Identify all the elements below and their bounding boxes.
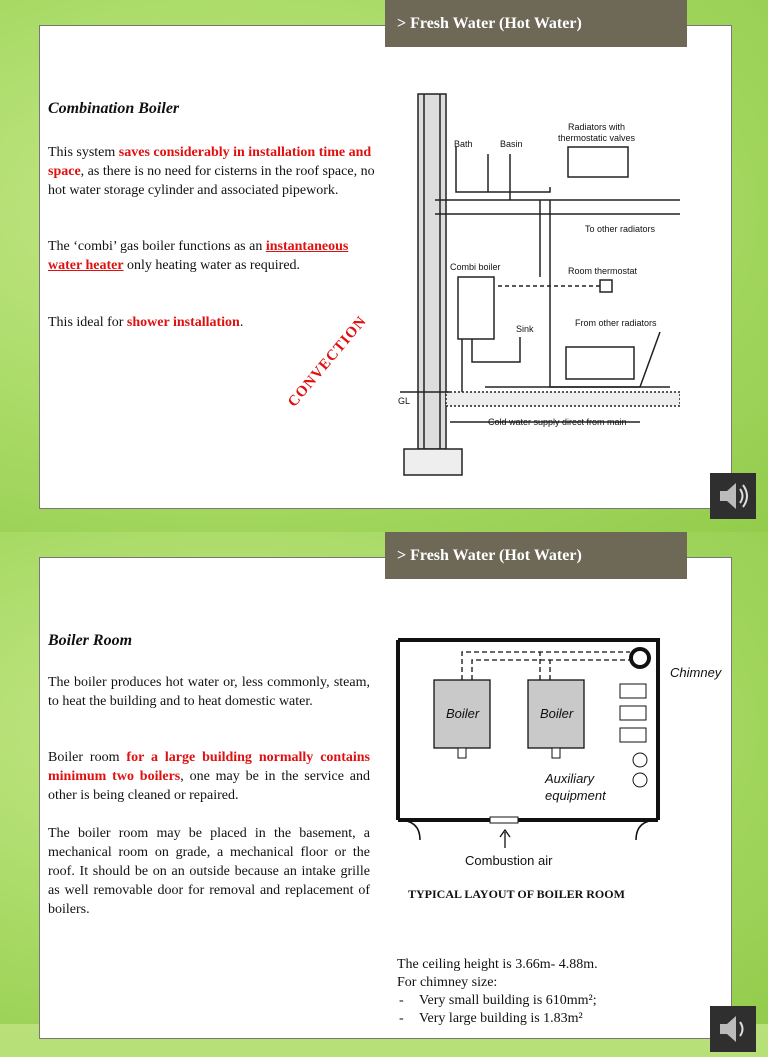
label-thermostatic-valves: thermostatic valves bbox=[558, 133, 636, 143]
speaker-icon-2[interactable] bbox=[710, 1006, 756, 1052]
label-boiler-2: Boiler bbox=[540, 706, 574, 721]
boiler-room-diagram bbox=[390, 630, 740, 920]
chimney-size-label: For chimney size: bbox=[397, 975, 498, 990]
speaker-icon[interactable] bbox=[710, 473, 756, 519]
slide1-banner: > Fresh Water (Hot Water) bbox=[385, 0, 687, 47]
label-gl: GL bbox=[398, 396, 411, 406]
label-to-other-radiators: To other radiators bbox=[585, 224, 656, 234]
label-sink: Sink bbox=[516, 324, 534, 334]
label-basin: Basin bbox=[500, 139, 523, 149]
chimney-notes bbox=[397, 956, 598, 1028]
label-combustion-air: Combustion air bbox=[465, 853, 553, 868]
label-bath: Bath bbox=[454, 139, 473, 149]
slide1-paragraph-2: The ‘combi’ gas boiler functions as an instantaneous water heater only heating water as required. bbox=[48, 239, 349, 273]
label-boiler-1: Boiler bbox=[446, 706, 480, 721]
label-auxiliary: Auxiliary bbox=[545, 771, 595, 786]
slide2-banner: > Fresh Water (Hot Water) bbox=[385, 532, 687, 579]
label-cold-water: Cold water supply direct from main bbox=[488, 417, 627, 427]
slide1-heading: Combination Boiler bbox=[48, 100, 180, 117]
label-combi-boiler: Combi boiler bbox=[450, 262, 501, 272]
label-radiators: Radiators with bbox=[568, 122, 626, 132]
label-room-thermostat: Room thermostat bbox=[568, 266, 638, 276]
slide1-paragraph-1: This system saves considerably in installation time and space, as there is no need for cisterns in the roof space, no hot water storage cylinder and associated pipework. bbox=[48, 145, 375, 198]
slide2-paragraph-1: The boiler produces hot water or, less commonly, steam, to heat the building and to heat domestic water. bbox=[48, 675, 370, 709]
diagram-caption: TYPICAL LAYOUT OF BOILER ROOM bbox=[408, 887, 625, 901]
label-chimney: Chimney bbox=[670, 665, 722, 680]
label-from-other-radiators: From other radiators bbox=[575, 318, 657, 328]
ceiling-height: The ceiling height is 3.66m- 4.88m. bbox=[397, 957, 598, 972]
bullet-large-building: - Very large building is 1.83m² bbox=[397, 1010, 598, 1028]
slide1-paragraph-3: This ideal for shower installation. bbox=[48, 315, 244, 330]
bullet-small-building: - Very small building is 610mm²; bbox=[397, 992, 598, 1010]
label-equipment: equipment bbox=[545, 788, 606, 803]
convection-label: CONVECTION bbox=[285, 313, 371, 411]
slide2-paragraph-2: Boiler room for a large building normally contains minimum two boilers, one may be in the service and other is being cleaned or repaired. bbox=[48, 750, 371, 803]
combi-boiler-diagram bbox=[390, 92, 680, 482]
slide2-paragraph-3: The boiler room may be placed in the basement, a mechanical room on grade, a mechanical floor or the roof. It should be on an outside because an intake grille as well removable door for removal and replacement of boilers. bbox=[48, 826, 370, 917]
slide2-heading: Boiler Room bbox=[48, 632, 133, 649]
